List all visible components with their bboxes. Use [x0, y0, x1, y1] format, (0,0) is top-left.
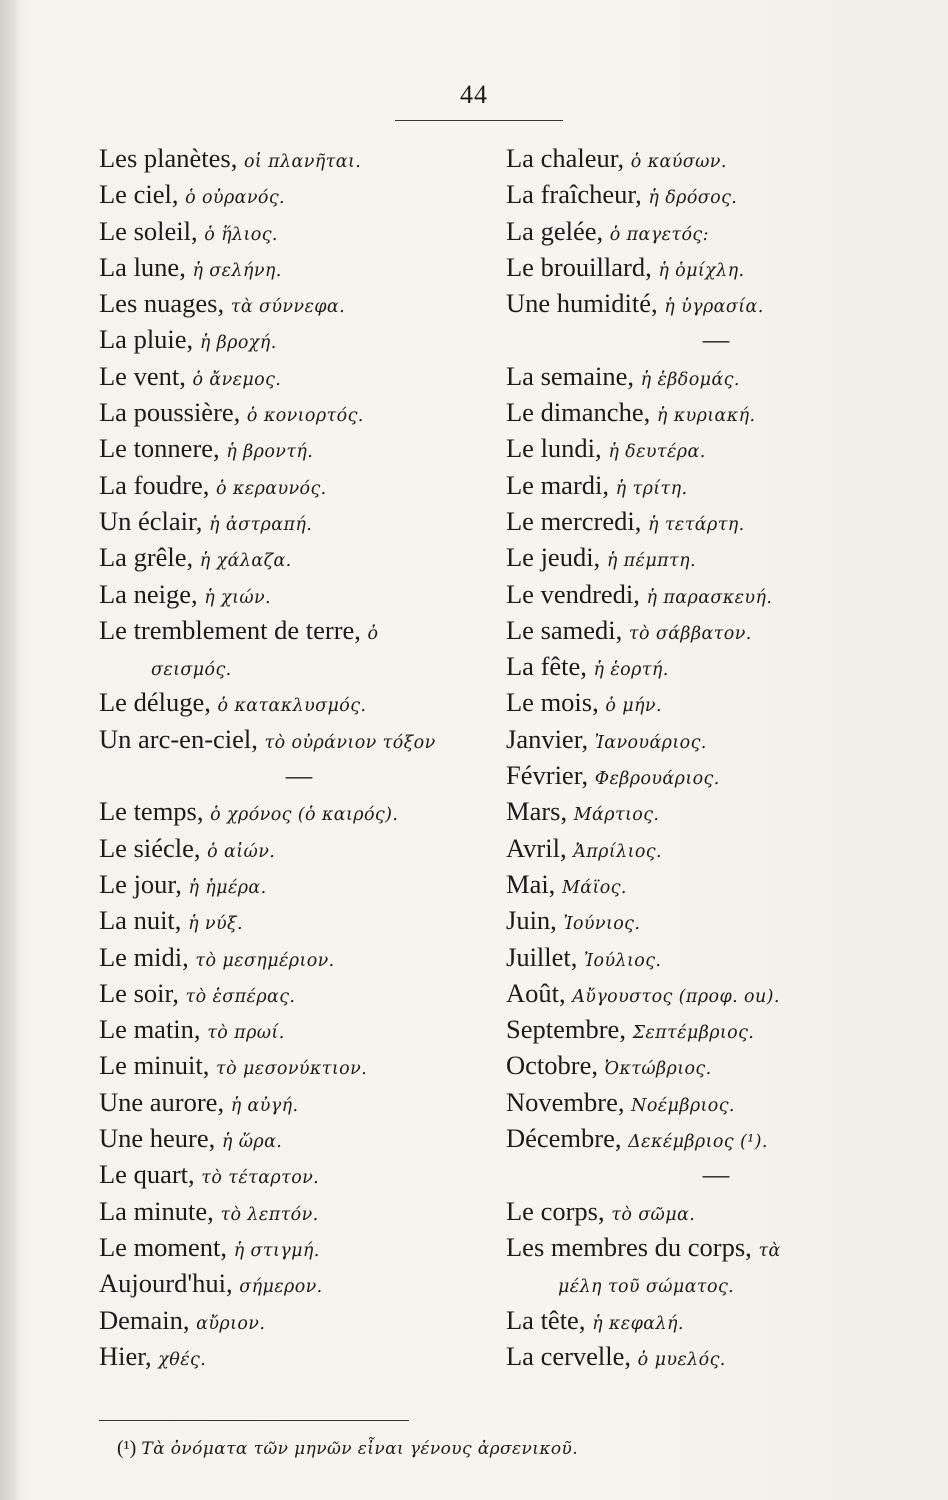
footnote-rule — [99, 1420, 409, 1421]
vocab-line — [99, 1302, 499, 1338]
vocab-line — [506, 503, 926, 539]
greek-term: ὁ κονιορτός. — [246, 406, 364, 427]
footnote — [117, 1437, 578, 1460]
greek-term: Φεβρουάριος. — [594, 769, 720, 790]
french-term: Le quart, — [99, 1159, 195, 1190]
vocab-line — [99, 902, 499, 938]
vocab-line — [99, 1229, 499, 1265]
vocab-line — [99, 576, 499, 612]
greek-term: Ἰούλιος. — [584, 950, 662, 971]
footnote-text: Τὰ ὀνόματα τῶν μηνῶν εἶναι γένους ἀρσενικοῦ. — [141, 1439, 579, 1459]
french-term: Aujourd'hui, — [99, 1268, 233, 1299]
greek-term: ὁ κατακλυσμός. — [217, 696, 367, 717]
greek-term: ἡ δρόσος. — [648, 188, 738, 209]
greek-term: ὁ ἄνεμος. — [192, 369, 282, 390]
french-term: Le soir, — [99, 977, 179, 1008]
page-number: 44 — [460, 80, 488, 109]
french-term: Le minuit, — [99, 1050, 210, 1081]
french-term: La fraîcheur, — [506, 179, 642, 210]
vocab-line — [99, 213, 499, 249]
vocab-line — [506, 830, 926, 866]
greek-term: ὁ καύσων. — [630, 152, 727, 172]
vocab-line — [99, 1120, 499, 1156]
vocab-line — [99, 285, 499, 321]
vocab-line — [99, 939, 499, 975]
french-term: Le mercredi, — [506, 505, 642, 536]
french-term: Juillet, — [506, 941, 578, 972]
greek-term: Μάϊος. — [561, 877, 627, 898]
greek-term: ὁ χρόνος (ὁ καιρός). — [210, 805, 399, 826]
greek-term: ἡ ὁμίχλη. — [658, 260, 745, 281]
french-term: Janvier, — [506, 723, 589, 754]
greek-term: ὁ αἰών. — [207, 841, 276, 862]
french-term: La cervelle, — [506, 1340, 632, 1371]
greek-term: ἡ αὐγή. — [230, 1095, 299, 1116]
french-term: Le tonnere, — [99, 433, 220, 464]
greek-term: ὁ οὐρανός. — [185, 188, 285, 209]
vocab-line — [506, 1338, 926, 1374]
french-term: Le soleil, — [99, 215, 198, 246]
french-term: La poussière, — [99, 397, 241, 428]
french-term: Le brouillard, — [506, 251, 652, 282]
greek-term: ἡ βροχή. — [199, 333, 277, 354]
vocab-line — [506, 1011, 926, 1047]
vocab-line — [99, 358, 499, 394]
greek-term: Ἀπρίλιος. — [573, 841, 662, 862]
vocab-line — [99, 539, 499, 575]
vocab-line — [506, 866, 926, 902]
greek-term: τὸ οὐράνιον τόξον — [264, 732, 436, 753]
vocab-line — [99, 394, 499, 430]
greek-term: τὰ — [758, 1240, 781, 1261]
greek-term: τὸ ἑσπέρας. — [185, 986, 296, 1007]
french-term: La neige, — [99, 578, 198, 609]
french-term: Une humidité, — [506, 288, 658, 319]
french-term: Les planètes, — [99, 143, 238, 173]
vocab-line — [99, 684, 499, 720]
french-term: Le moment, — [99, 1231, 228, 1262]
french-term: Un éclair, — [99, 505, 203, 536]
vocab-line — [99, 321, 499, 357]
vocab-line — [99, 1047, 499, 1083]
french-term: Le siécle, — [99, 832, 201, 863]
vocab-line — [506, 648, 926, 684]
greek-term: ἡ παρασκευή. — [646, 587, 773, 608]
vocab-line — [506, 975, 926, 1011]
greek-term: ἡ κεφαλή. — [592, 1313, 684, 1334]
greek-term: χθές. — [158, 1349, 207, 1370]
french-term: La tête, — [506, 1304, 586, 1335]
greek-term: ἡ νύξ. — [188, 914, 243, 935]
vocab-line — [506, 576, 926, 612]
french-term: Décembre, — [506, 1123, 622, 1154]
greek-term: ὁ παγετός: — [609, 224, 709, 245]
vocab-line — [506, 394, 926, 430]
french-term: Juin, — [506, 905, 557, 936]
french-term: Novembre, — [506, 1086, 625, 1117]
french-term: La chaleur, — [506, 143, 625, 173]
greek-term: ἡ σελήνη. — [192, 260, 282, 281]
greek-term: ἡ ἀστραπή. — [209, 514, 313, 535]
french-term: Le mardi, — [506, 469, 610, 500]
greek-term: ὁ κεραυνός. — [216, 478, 327, 499]
french-term: Le mois, — [506, 687, 599, 718]
greek-term: ὁ μήν. — [605, 696, 662, 717]
french-term: Un arc-en-ciel, — [99, 723, 258, 754]
greek-term: Σεπτέμβριος. — [632, 1023, 755, 1044]
greek-term: Μάρτιος. — [573, 805, 660, 826]
greek-term: τὸ σάββατον. — [628, 623, 752, 644]
greek-term: ἡ χάλαζα. — [199, 551, 292, 572]
greek-term: Ἰανουάριος. — [594, 732, 707, 753]
french-term: Le midi, — [99, 941, 189, 972]
section-divider — [99, 757, 499, 793]
french-term: Le tremblement de terre, — [99, 614, 361, 645]
french-term: — — [702, 1159, 730, 1190]
vocab-line — [99, 1265, 499, 1301]
greek-term: ἡ δευτέρα. — [608, 442, 706, 463]
french-term: Octobre, — [506, 1050, 598, 1081]
french-term: Septembre, — [506, 1014, 626, 1045]
vocab-line — [506, 684, 926, 720]
vocab-line — [506, 1084, 926, 1120]
vocab-line — [99, 140, 499, 176]
vocab-line — [506, 539, 926, 575]
vocab-line — [99, 503, 499, 539]
section-divider — [506, 1156, 926, 1192]
vocab-line — [99, 793, 499, 829]
greek-term: ὁ — [367, 623, 379, 644]
greek-term: ἡ πέμπτη. — [606, 551, 696, 572]
french-term: La pluie, — [99, 324, 194, 355]
vocab-line — [99, 1011, 499, 1047]
french-term: Le temps, — [99, 796, 204, 827]
vocab-line — [99, 866, 499, 902]
french-term: Le samedi, — [506, 614, 623, 645]
french-term: Demain, — [99, 1304, 190, 1335]
greek-term: ἡ ἑβδομάς. — [640, 369, 740, 390]
vocab-line — [506, 1265, 926, 1301]
french-term: Une heure, — [99, 1123, 216, 1154]
greek-term: ἡ χιών. — [204, 587, 272, 608]
vocab-line — [99, 1156, 499, 1192]
french-term: Le jeudi, — [506, 542, 601, 573]
french-term: Le déluge, — [99, 687, 211, 718]
french-term: Août, — [506, 977, 566, 1008]
greek-term: τὸ λεπτόν. — [220, 1204, 319, 1225]
greek-term: Αὔγουστος (προφ. ou). — [572, 986, 780, 1007]
vocab-line — [506, 1120, 926, 1156]
vocab-line — [506, 285, 926, 321]
vocab-line — [99, 1338, 499, 1374]
french-term: Le matin, — [99, 1014, 201, 1045]
french-term: Le vendredi, — [506, 578, 640, 609]
vocab-line — [506, 757, 926, 793]
greek-term: ἡ ὑγρασία. — [664, 297, 764, 318]
vocab-line — [506, 140, 926, 176]
french-term: La lune, — [99, 251, 186, 282]
french-term: — — [285, 760, 313, 791]
vocab-line — [506, 1193, 926, 1229]
vocab-line — [99, 612, 499, 648]
french-term: Le dimanche, — [506, 397, 651, 428]
french-term: Les membres du corps, — [506, 1231, 752, 1262]
french-term: La foudre, — [99, 469, 210, 500]
greek-term: ἡ τετάρτη. — [648, 514, 745, 535]
greek-term: σεισμός. — [151, 660, 232, 681]
french-term: Le vent, — [99, 360, 186, 391]
greek-term: ἡ βροντή. — [226, 442, 314, 463]
vocab-line — [506, 213, 926, 249]
greek-term: ἡ ἡμέρα. — [188, 877, 267, 898]
french-term: La gelée, — [506, 215, 604, 246]
footnote-marker: (¹) — [117, 1437, 137, 1459]
spine-shadow — [0, 0, 22, 1500]
french-term: La grêle, — [99, 542, 194, 573]
greek-term: τὸ σῶμα. — [611, 1204, 696, 1225]
vocab-line — [506, 1229, 926, 1265]
french-term: Le lundi, — [506, 433, 602, 464]
french-term: Mai, — [506, 868, 556, 899]
vocab-line — [506, 430, 926, 466]
greek-term: Ὀκτώβριος. — [604, 1059, 712, 1080]
french-term: La nuit, — [99, 905, 182, 936]
french-term: Février, — [506, 760, 589, 791]
vocab-line — [99, 249, 499, 285]
vocab-line — [506, 467, 926, 503]
vocab-line — [99, 1084, 499, 1120]
french-term: Le jour, — [99, 868, 182, 899]
vocab-line — [99, 467, 499, 503]
french-term: Une aurore, — [99, 1086, 225, 1117]
vocab-line — [506, 939, 926, 975]
greek-term: τὸ μεσονύκτιον. — [216, 1059, 368, 1080]
greek-term: Νοέμβριος. — [631, 1095, 735, 1116]
french-term: Mars, — [506, 796, 568, 827]
french-term: — — [702, 324, 730, 355]
vocab-line — [506, 358, 926, 394]
right-vocabulary-column — [506, 140, 926, 1374]
vocab-line — [99, 176, 499, 212]
greek-term: σήμερον. — [239, 1277, 323, 1298]
greek-term: ἡ κυριακή. — [656, 406, 756, 427]
french-term: Hier, — [99, 1340, 152, 1371]
greek-term: ἡ ὥρα. — [221, 1132, 283, 1153]
greek-term: ἡ ἑορτή. — [593, 660, 669, 681]
left-vocabulary-column — [99, 140, 499, 1374]
greek-term: Ἰούνιος. — [563, 914, 641, 935]
vocab-line — [99, 1193, 499, 1229]
vocab-line — [506, 1047, 926, 1083]
vocab-line — [99, 975, 499, 1011]
french-term: Le corps, — [506, 1195, 605, 1226]
greek-term: Δεκέμβριος (¹). — [628, 1132, 768, 1153]
vocab-line — [506, 793, 926, 829]
vocab-line — [506, 612, 926, 648]
greek-term: τὸ τέταρτον. — [201, 1168, 320, 1189]
greek-term: ἡ τρίτη. — [615, 478, 688, 499]
vocab-line — [506, 176, 926, 212]
french-term: La minute, — [99, 1195, 214, 1226]
french-term: La semaine, — [506, 360, 635, 391]
vocab-line — [506, 902, 926, 938]
header-rule — [395, 120, 563, 121]
vocab-line — [99, 830, 499, 866]
vocab-line — [99, 721, 499, 757]
french-term: La fête, — [506, 651, 587, 682]
french-term: Le ciel, — [99, 179, 179, 210]
greek-term: τὰ σύννεφα. — [230, 297, 346, 318]
greek-term: μέλη τοῦ σώματος. — [558, 1277, 735, 1298]
vocab-line — [99, 648, 499, 684]
vocab-line — [506, 249, 926, 285]
greek-term: τὸ μεσημέριον. — [195, 950, 335, 971]
french-term: Avril, — [506, 832, 567, 863]
vocab-line — [506, 1302, 926, 1338]
greek-term: ἡ στιγμή. — [233, 1240, 320, 1261]
vocab-line — [99, 430, 499, 466]
greek-term: οἱ πλανῆται. — [243, 152, 362, 172]
french-term: Les nuages, — [99, 288, 225, 319]
greek-term: ὁ μυελός. — [637, 1349, 726, 1370]
vocab-line — [506, 721, 926, 757]
section-divider — [506, 321, 926, 357]
greek-term: τὸ πρωί. — [207, 1023, 285, 1044]
greek-term: ὁ ἥλιος. — [204, 224, 278, 245]
greek-term: αὔριον. — [196, 1313, 266, 1334]
